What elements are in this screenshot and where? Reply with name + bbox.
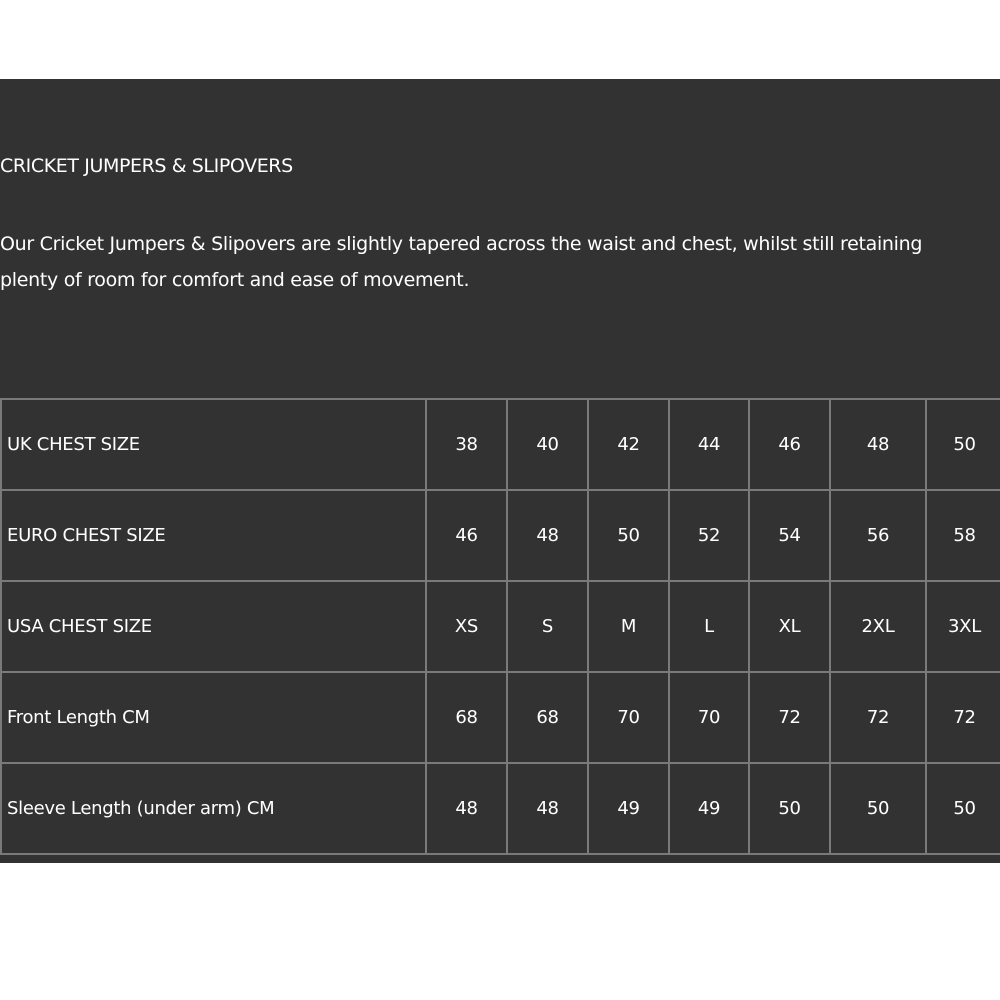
table-cell: 56 [830,490,926,581]
table-cell: 70 [588,672,669,763]
table-cell: 49 [669,763,749,854]
table-cell: 72 [830,672,926,763]
table-row [1,581,1000,672]
table-cell: L [669,581,749,672]
table-cell: 48 [830,399,926,490]
table-cell: 48 [426,763,507,854]
table-cell: 72 [749,672,830,763]
table-cell: 50 [749,763,830,854]
table-cell: 50 [926,399,1000,490]
table-cell: 46 [426,490,507,581]
table-cell: S [507,581,588,672]
table-cell: 58 [926,490,1000,581]
table-cell: 49 [588,763,669,854]
table-cell: 42 [588,399,669,490]
row-label: Sleeve Length (under arm) CM [1,763,426,854]
table-cell: 38 [426,399,507,490]
table-cell: 50 [926,763,1000,854]
table-row [1,490,1000,581]
size-guide-description: Our Cricket Jumpers & Slipovers are slightly tapered across the waist and chest, whilst still retaining plenty of room for comfort and ease of movement. [0,233,923,291]
row-label: USA CHEST SIZE [1,581,426,672]
table-cell: 72 [926,672,1000,763]
table-cell: 44 [669,399,749,490]
size-guide-title: CRICKET JUMPERS & SLIPOVERS [0,155,293,177]
table-cell: XL [749,581,830,672]
table-cell: 70 [669,672,749,763]
size-chart-table [0,398,1000,855]
table-cell: 68 [426,672,507,763]
table-cell: M [588,581,669,672]
row-label: EURO CHEST SIZE [1,490,426,581]
table-cell: 68 [507,672,588,763]
table-row [1,763,1000,854]
table-cell: 3XL [926,581,1000,672]
table-cell: 2XL [830,581,926,672]
table-cell: 46 [749,399,830,490]
table-cell: 52 [669,490,749,581]
table-cell: 54 [749,490,830,581]
table-cell: 48 [507,490,588,581]
table-cell: 40 [507,399,588,490]
table-cell: XS [426,581,507,672]
row-label: Front Length CM [1,672,426,763]
table-cell: 50 [588,490,669,581]
row-label: UK CHEST SIZE [1,399,426,490]
table-cell: 50 [830,763,926,854]
table-row [1,672,1000,763]
table-cell: 48 [507,763,588,854]
table-row [1,399,1000,490]
